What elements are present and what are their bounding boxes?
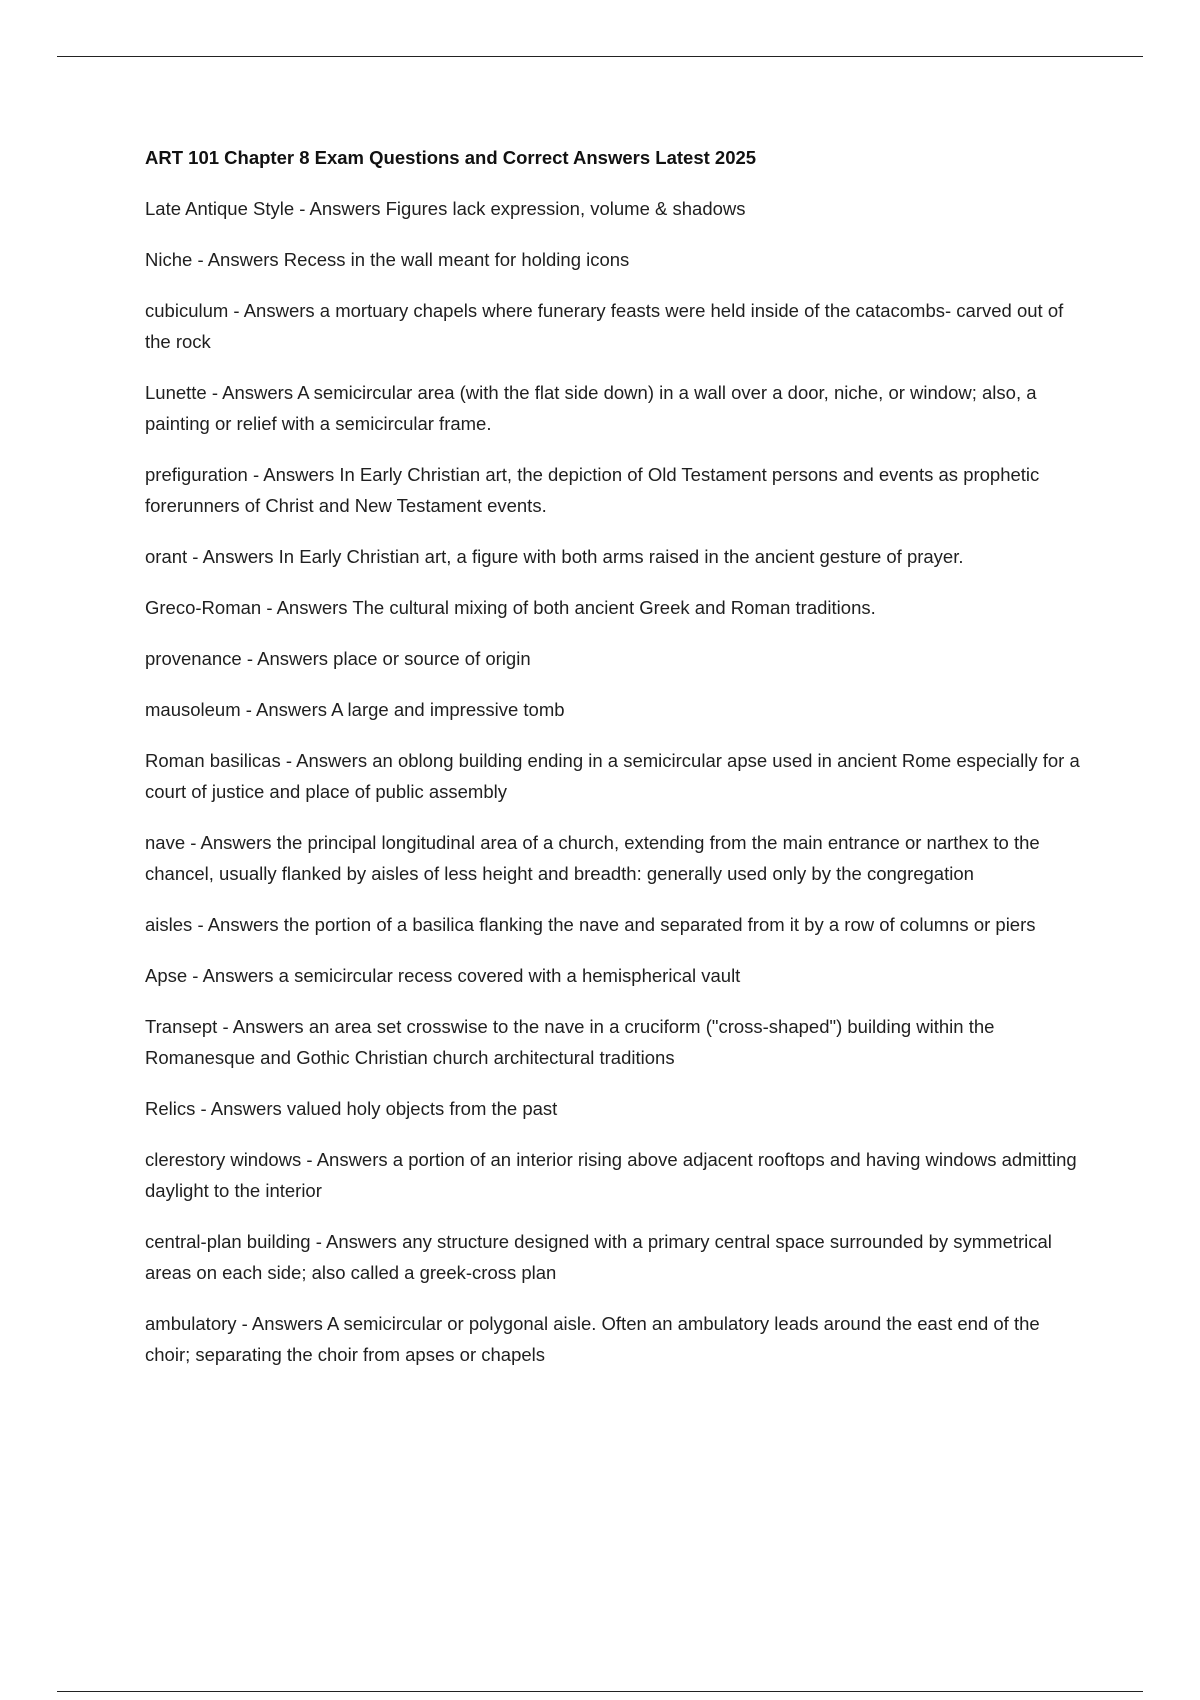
qa-item: aisles - Answers the portion of a basilica flanking the nave and separated from it by a row of columns or piers xyxy=(145,914,1036,935)
qa-item: clerestory windows - Answers a portion of an interior rising above adjacent rooftops and having windows admitting daylight to the interior xyxy=(145,1149,1077,1201)
qa-item: orant - Answers In Early Christian art, a figure with both arms raised in the ancient gesture of prayer. xyxy=(145,546,964,567)
qa-item: cubiculum - Answers a mortuary chapels where funerary feasts were held inside of the catacombs- carved out of the rock xyxy=(145,300,1064,352)
qa-list xyxy=(145,193,1090,1370)
qa-item: prefiguration - Answers In Early Christian art, the depiction of Old Testament persons and events as prophetic forerunners of Christ and New Testament events. xyxy=(145,464,1040,516)
header-rule xyxy=(57,56,1143,57)
qa-item: Greco-Roman - Answers The cultural mixing of both ancient Greek and Roman traditions. xyxy=(145,597,876,618)
qa-item: central-plan building - Answers any structure designed with a primary central space surrounded by symmetrical areas on each side; also called a greek-cross plan xyxy=(145,1231,1052,1283)
qa-item: Late Antique Style - Answers Figures lack expression, volume & shadows xyxy=(145,198,746,219)
document-title: ART 101 Chapter 8 Exam Questions and Correct Answers Latest 2025 xyxy=(145,147,757,168)
document-body xyxy=(145,143,1090,1390)
footer-rule xyxy=(57,1691,1143,1692)
qa-item: Roman basilicas - Answers an oblong building ending in a semicircular apse used in ancient Rome especially for a court of justice and place of public assembly xyxy=(145,750,1080,802)
qa-item: Relics - Answers valued holy objects from the past xyxy=(145,1098,558,1119)
qa-item: Transept - Answers an area set crosswise to the nave in a cruciform ("cross-shaped") building within the Romanesque and Gothic Christian church architectural traditions xyxy=(145,1016,995,1068)
qa-item: Lunette - Answers A semicircular area (with the flat side down) in a wall over a door, niche, or window; also, a painting or relief with a semicircular frame. xyxy=(145,382,1037,434)
qa-item: Niche - Answers Recess in the wall meant for holding icons xyxy=(145,249,630,270)
qa-item: mausoleum - Answers A large and impressive tomb xyxy=(145,699,565,720)
qa-item: ambulatory - Answers A semicircular or polygonal aisle. Often an ambulatory leads around the east end of the choir; separating the choir from apses or chapels xyxy=(145,1313,1040,1365)
qa-item: Apse - Answers a semicircular recess covered with a hemispherical vault xyxy=(145,965,741,986)
qa-item: nave - Answers the principal longitudinal area of a church, extending from the main entrance or narthex to the chancel, usually flanked by aisles of less height and breadth: generally used only by the congregation xyxy=(145,832,1040,884)
qa-item: provenance - Answers place or source of origin xyxy=(145,648,531,669)
